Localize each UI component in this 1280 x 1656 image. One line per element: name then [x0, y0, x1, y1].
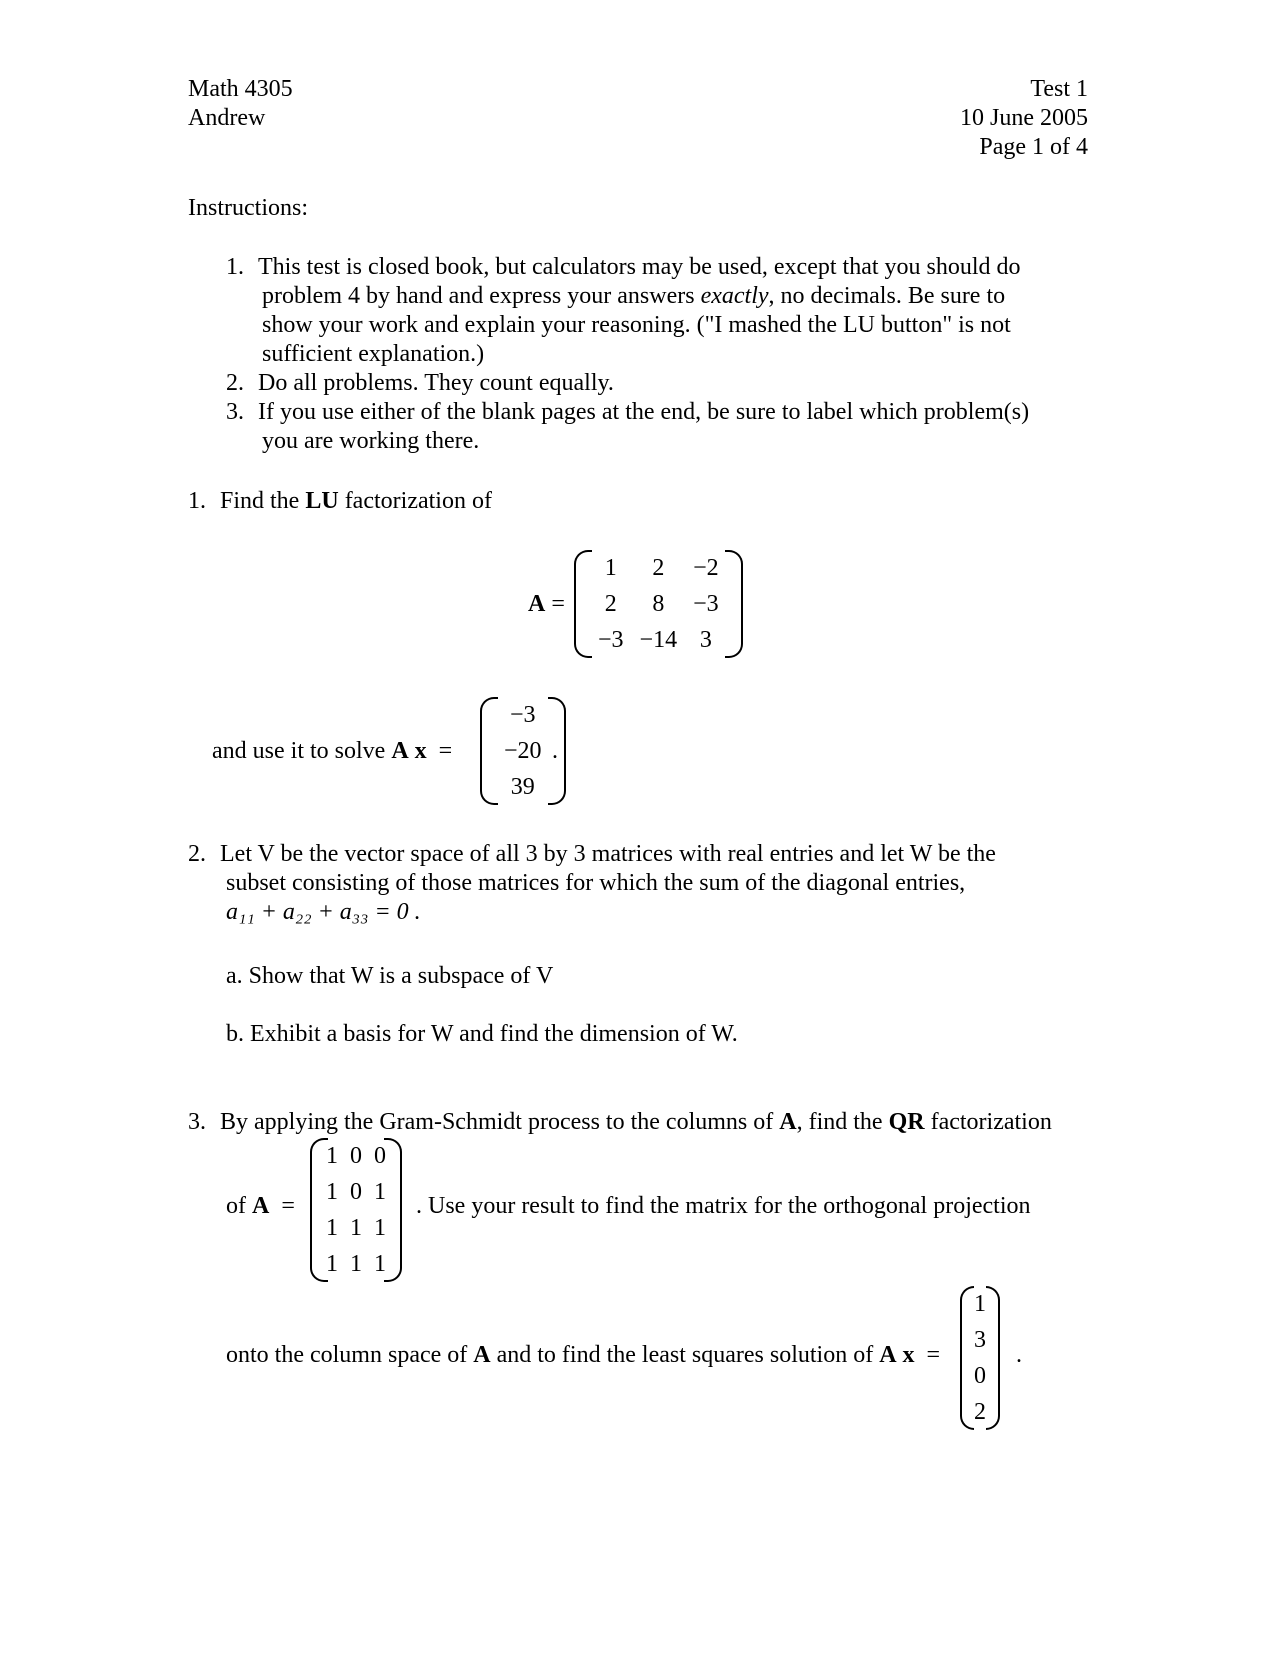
matrix-cell: 1 [350, 1250, 362, 1277]
problem-1-number: 1. [188, 488, 206, 514]
problem-3-number: 3. [188, 1109, 206, 1135]
vector-cell: −3 [510, 701, 536, 728]
instruction-1-line-4: sufficient explanation.) [262, 341, 485, 367]
matrix-cell: 1 [326, 1142, 338, 1169]
problem-2-line-1: Let V be the vector space of all 3 by 3 matrices with real entries and let W be the [220, 841, 996, 867]
problem-1-matrix-A [574, 550, 743, 658]
matrix-cell: 1 [326, 1250, 338, 1277]
matrix-cell: 1 [374, 1214, 386, 1241]
problem-2-number: 2. [188, 841, 206, 867]
vector-cell: 1 [974, 1290, 986, 1317]
problem-3-matrix-A [310, 1138, 402, 1282]
problem-2-trace-equation: a₁₁ + a₂₂ + a₃₃ = 0 . [226, 899, 421, 925]
matrix-cell: 3 [699, 626, 712, 653]
instructions-title: Instructions: [188, 195, 308, 221]
problem-1-period: . [552, 738, 558, 764]
instruction-1-line-3: show your work and explain your reasoning. ("I mashed the LU button" is not [262, 312, 1011, 338]
problem-3-of-A: of A = [226, 1193, 295, 1219]
matrix-cell: 1 [350, 1214, 362, 1241]
right-paren [725, 550, 743, 658]
instruction-1-number: 1. [226, 254, 244, 280]
problem-1-solve-text: and use it to solve A x = [212, 738, 453, 764]
instructor-name: Andrew [188, 105, 266, 131]
instruction-3-line-2: you are working there. [262, 428, 480, 454]
right-paren [384, 1138, 402, 1282]
problem-1-statement: Find the LU factorization of [220, 488, 492, 514]
matrix-cell: 1 [374, 1250, 386, 1277]
problem-3-after-matrix: . Use your result to find the matrix for the orthogonal projection [416, 1193, 1031, 1219]
instruction-3-number: 3. [226, 399, 244, 425]
problem-3-vector-b [960, 1286, 1000, 1430]
vector-cell: 0 [974, 1362, 986, 1389]
instruction-2-number: 2. [226, 370, 244, 396]
course-name: Math 4305 [188, 76, 293, 102]
matrix-cell: 2 [652, 554, 665, 581]
page-number: Page 1 of 4 [979, 134, 1088, 160]
vector-cell: −20 [504, 737, 542, 764]
matrix-cell: 1 [604, 554, 617, 581]
right-paren [986, 1286, 1000, 1430]
vector-cell: 3 [974, 1326, 986, 1353]
vector-cell: 2 [974, 1398, 986, 1425]
vector-cell: 39 [510, 773, 535, 800]
matrix-cell: −3 [693, 590, 719, 617]
problem-2-line-2: subset consisting of those matrices for which the sum of the diagonal entries, [226, 870, 966, 896]
matrix-cell: 0 [350, 1142, 362, 1169]
left-paren [480, 697, 498, 805]
instruction-2-text: Do all problems. They count equally. [258, 370, 614, 396]
left-paren [960, 1286, 974, 1430]
matrix-cell: −2 [693, 554, 719, 581]
test-date: 10 June 2005 [960, 105, 1088, 131]
matrix-cell: 0 [350, 1178, 362, 1205]
instruction-1-line-2: problem 4 by hand and express your answers exactly, no decimals. Be sure to [262, 283, 1006, 309]
problem-3-onto-text: onto the column space of A and to find the least squares solution of A x = [226, 1342, 941, 1368]
matrix-cell: −14 [639, 626, 678, 653]
problem-1-matrix-label: A = [528, 591, 565, 617]
matrix-cell: 1 [326, 1178, 338, 1205]
matrix-cell: 8 [652, 590, 665, 617]
matrix-cell: 2 [604, 590, 617, 617]
problem-2-part-b: b. Exhibit a basis for W and find the dimension of W. [226, 1021, 738, 1047]
instruction-3-line-1: If you use either of the blank pages at the end, be sure to label which problem(s) [258, 399, 1030, 425]
problem-3-period: . [1016, 1342, 1022, 1368]
matrix-cell: 0 [374, 1142, 386, 1169]
test-title: Test 1 [1030, 76, 1088, 102]
problem-3-statement: By applying the Gram-Schmidt process to the columns of A, find the QR factorization [220, 1109, 1052, 1135]
matrix-cell: −3 [598, 626, 624, 653]
left-paren [310, 1138, 328, 1282]
matrix-cell: 1 [374, 1178, 386, 1205]
matrix-cell: 1 [326, 1214, 338, 1241]
instruction-1-line-1: This test is closed book, but calculators may be used, except that you should do [258, 254, 1021, 280]
left-paren [574, 550, 592, 658]
problem-2-part-a: a. Show that W is a subspace of V [226, 963, 554, 989]
